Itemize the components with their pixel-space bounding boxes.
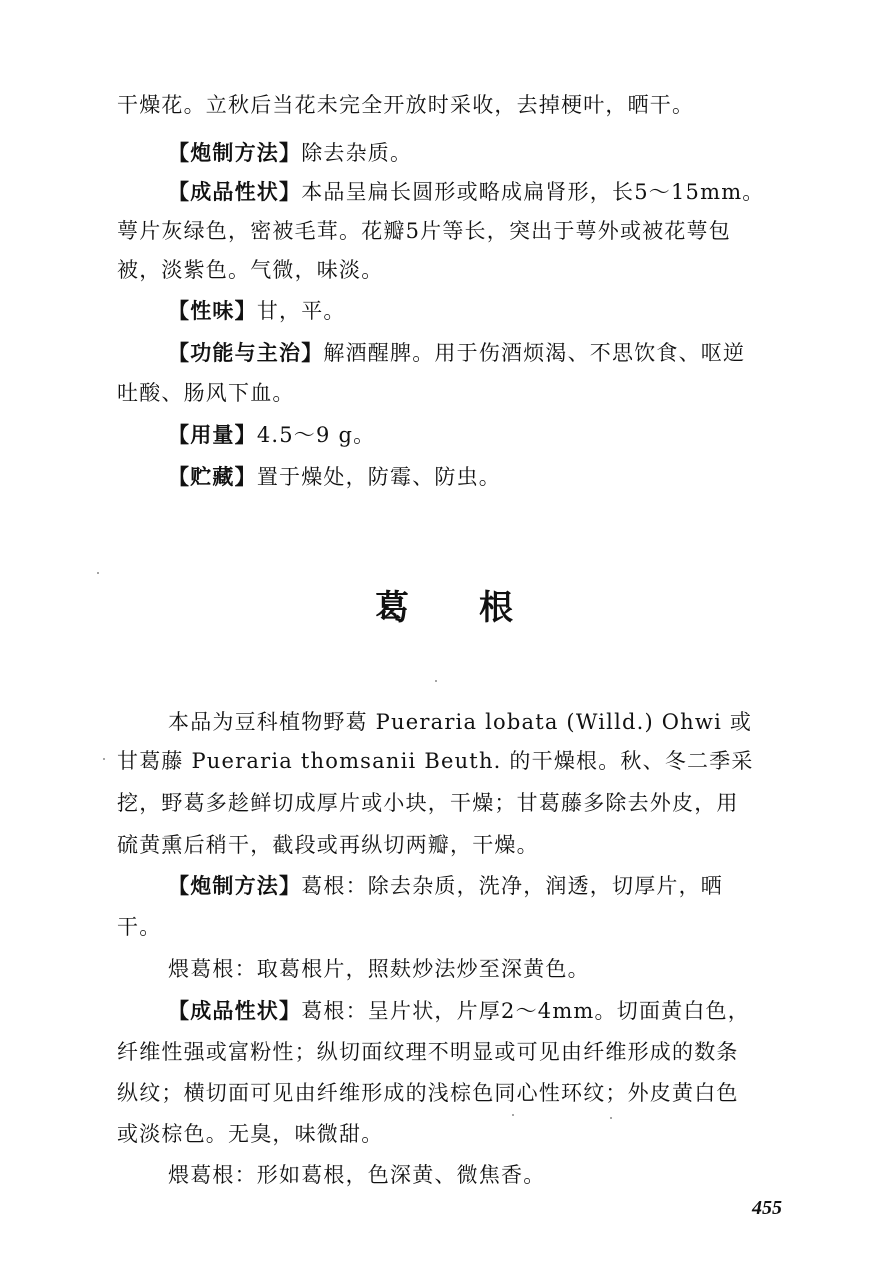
intro-line: 本品为豆科植物野葛 Pueraria lobata (Willd.) Ohwi 或	[168, 710, 753, 734]
text-line: 纤维性强或富粉性；纵切面纹理不明显或可见由纤维形成的数条	[117, 1040, 739, 1064]
text-line: 煨葛根：形如葛根，色深黄、微焦香。	[168, 1163, 546, 1187]
scan-speck	[97, 572, 99, 574]
text-line: 萼片灰绿色，密被毛茸。花瓣5片等长，突出于萼外或被花萼包	[117, 219, 731, 243]
intro-line: 硫黄熏后稍干，截段或再纵切两瓣，干燥。	[117, 833, 539, 857]
processing-method-label: 【炮制方法】	[168, 874, 302, 898]
text-line: 煨葛根：取葛根片，照麸炒法炒至深黄色。	[168, 957, 590, 981]
processing-method-line: 【炮制方法】葛根：除去杂质，洗净，润透，切厚片，晒	[168, 874, 724, 898]
dosage-line: 【用量】4.5～9 g。	[168, 423, 376, 447]
scan-speck	[103, 758, 105, 760]
nature-flavor-label: 【性味】	[168, 299, 257, 323]
finished-product-line: 【成品性状】葛根：呈片状，片厚2～4mm。切面黄白色，	[168, 999, 750, 1023]
scan-speck	[610, 1117, 612, 1119]
processing-method-label: 【炮制方法】	[168, 141, 302, 165]
intro-line: 挖，野葛多趁鲜切成厚片或小块，干燥；甘葛藤多除去外皮，用	[117, 791, 739, 815]
finished-product-label: 【成品性状】	[168, 180, 302, 204]
processing-method-line: 【炮制方法】除去杂质。	[168, 141, 413, 165]
page-number: 455	[752, 1197, 782, 1219]
function-indication-label: 【功能与主治】	[168, 341, 324, 365]
text-line: 吐酸、肠风下血。	[117, 381, 295, 405]
text-line: 纵纹；横切面可见由纤维形成的浅棕色同心性环纹；外皮黄白色	[117, 1081, 739, 1105]
text-line: 干燥花。立秋后当花未完全开放时采收，去掉梗叶，晒干。	[117, 93, 695, 117]
text-line: 或淡棕色。无臭，味微甜。	[117, 1122, 384, 1146]
finished-product-label: 【成品性状】	[168, 999, 302, 1023]
section-title: 葛 根	[375, 588, 513, 628]
dosage-label: 【用量】	[168, 423, 257, 447]
nature-flavor-line: 【性味】甘，平。	[168, 299, 346, 323]
function-indication-line: 【功能与主治】解酒醒脾。用于伤酒烦渴、不思饮食、呕逆	[168, 341, 746, 365]
scan-speck	[512, 1114, 514, 1116]
text-line: 干。	[117, 915, 162, 939]
scan-speck	[435, 680, 437, 682]
text-line: 被，淡紫色。气微，味淡。	[117, 258, 384, 282]
storage-line: 【贮藏】置于燥处，防霉、防虫。	[168, 465, 502, 489]
finished-product-line: 【成品性状】本品呈扁长圆形或略成扁肾形，长5～15mm。	[168, 180, 765, 204]
storage-label: 【贮藏】	[168, 465, 257, 489]
intro-line: 甘葛藤 Pueraria thomsanii Beuth. 的干燥根。秋、冬二季采	[117, 749, 754, 773]
